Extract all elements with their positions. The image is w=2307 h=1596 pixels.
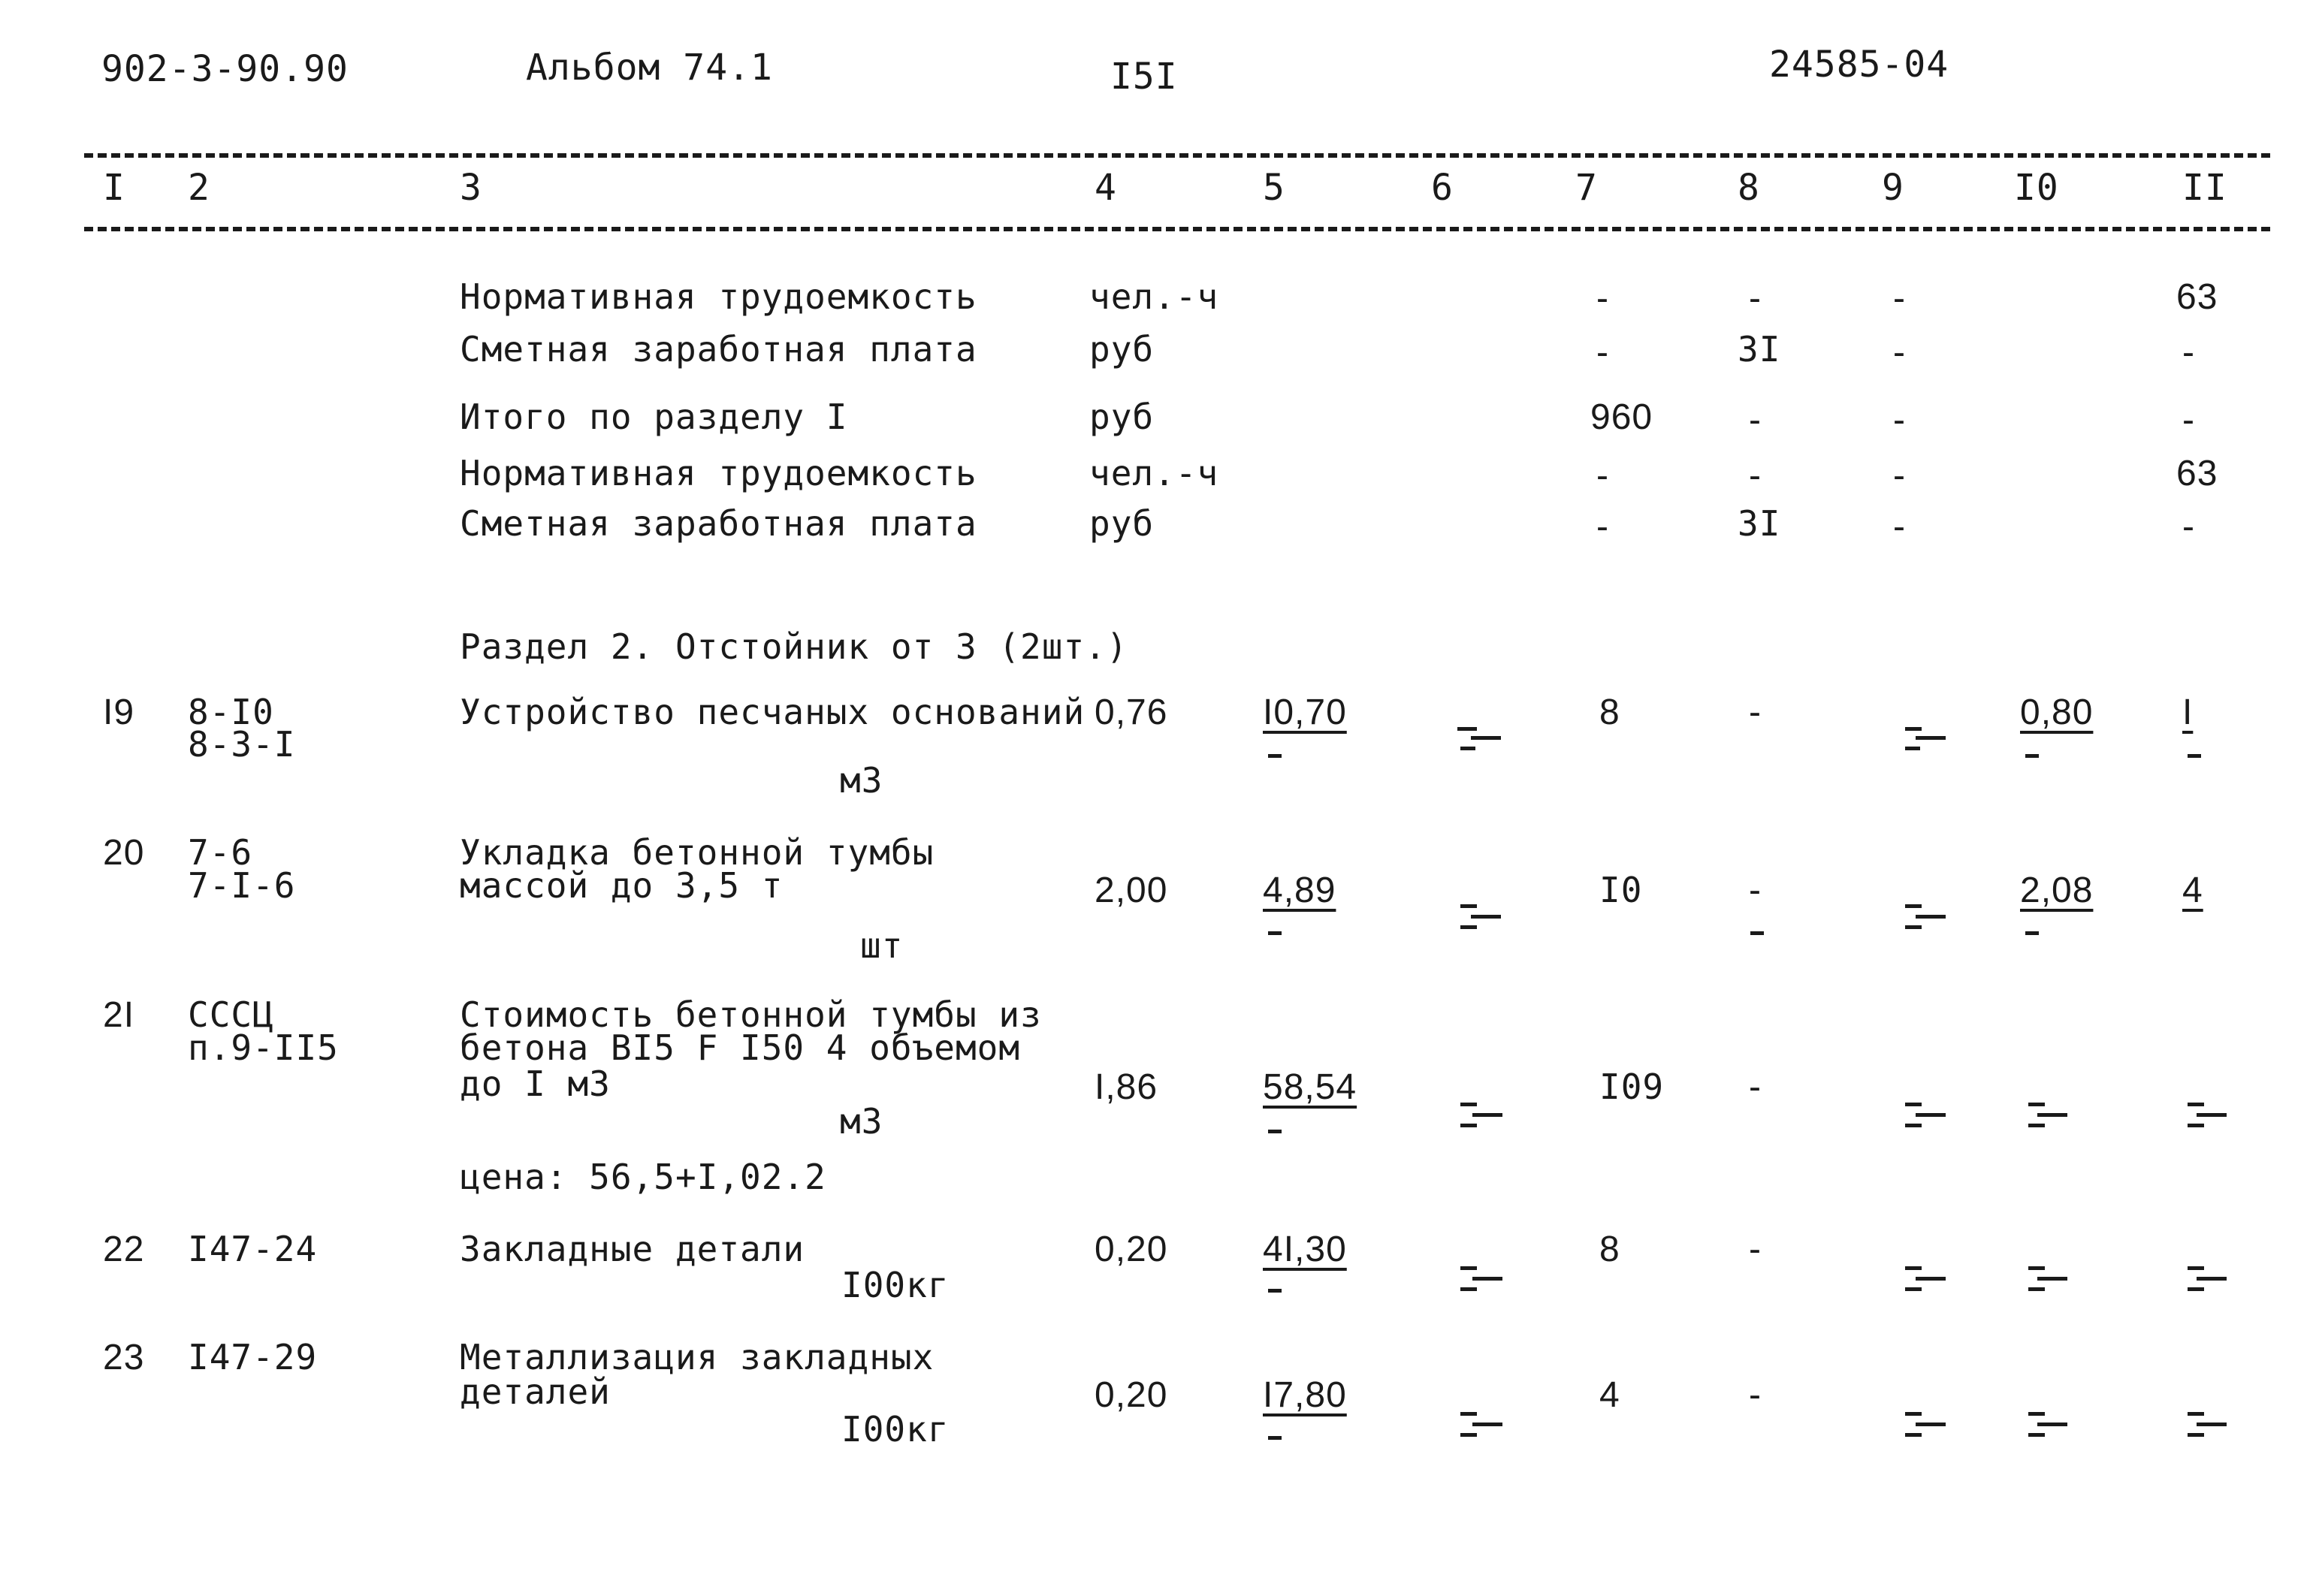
quantity: 0,76	[1095, 692, 1168, 732]
ditto-mark	[1905, 1103, 1922, 1106]
ditto-mark	[2188, 1412, 2204, 1416]
ditto-mark	[2028, 1103, 2045, 1106]
work-name: Стоимость бетонной тумбы из	[460, 994, 1042, 1035]
ditto-mark	[1268, 1289, 1282, 1293]
ditto-mark	[2188, 1124, 2204, 1127]
work-unit: I00кг	[841, 1409, 950, 1450]
col8-value: -	[1749, 1375, 1762, 1415]
column-header-7: 7	[1575, 167, 1598, 209]
album-label: Альбом 74.1	[526, 47, 773, 89]
col7-value: I09	[1599, 1067, 1665, 1107]
ditto-mark	[2028, 1124, 2045, 1127]
rate-code-secondary: п.9-II5	[188, 1027, 339, 1068]
ditto-mark	[1460, 1266, 1477, 1270]
rate-code-secondary: 7-I-6	[188, 865, 296, 906]
col7-value: 8	[1599, 692, 1620, 732]
rate-code-secondary: 8-3-I	[188, 724, 296, 765]
ditto-mark	[1460, 747, 1475, 750]
ditto-mark	[2037, 1277, 2067, 1281]
col10-value: 0,80	[2020, 692, 2094, 732]
ditto-mark	[2197, 1113, 2227, 1117]
ditto-mark	[1460, 1103, 1477, 1106]
unit-price: I7,80	[1263, 1375, 1347, 1415]
ditto-mark	[2188, 1287, 2204, 1291]
col11-value: I	[2182, 692, 2194, 732]
ditto-mark	[1916, 1113, 1946, 1117]
summary-col8: 3I	[1738, 503, 1781, 544]
ditto-mark	[2028, 1412, 2045, 1416]
summary-col8: -	[1749, 400, 1762, 440]
column-header-11: II	[2182, 167, 2227, 209]
column-header-5: 5	[1263, 167, 1285, 209]
summary-col9: -	[1893, 456, 1906, 496]
ditto-mark	[1460, 1124, 1477, 1127]
summary-unit: чел.-ч	[1089, 453, 1219, 493]
ditto-mark	[1905, 1412, 1922, 1416]
ditto-mark	[1460, 925, 1477, 929]
col7-value: I0	[1599, 870, 1643, 910]
col8-value: -	[1749, 692, 1762, 732]
col8-value: -	[1749, 870, 1762, 910]
summary-col9: -	[1893, 279, 1906, 318]
ditto-mark	[2188, 1103, 2204, 1106]
work-name-line2: массой до 3,5 т	[460, 865, 784, 906]
quantity: I,86	[1095, 1067, 1158, 1107]
summary-col7: -	[1596, 279, 1609, 318]
ditto-mark	[2188, 1266, 2204, 1270]
row-number: 22	[103, 1229, 145, 1269]
ditto-mark	[1460, 904, 1477, 908]
ditto-mark	[1460, 1287, 1477, 1291]
summary-col11: 63	[2176, 454, 2218, 493]
ditto-mark	[1268, 931, 1282, 935]
col8-value: -	[1749, 1229, 1762, 1269]
summary-label: Нормативная трудоемкость	[460, 276, 977, 317]
ditto-mark	[1460, 1412, 1477, 1416]
summary-unit: руб	[1089, 503, 1155, 544]
ditto-mark	[1905, 904, 1922, 908]
ditto-mark	[1905, 747, 1920, 750]
header-rule-top	[84, 153, 2270, 158]
ditto-mark	[1472, 1277, 1502, 1281]
summary-col8: -	[1749, 456, 1762, 496]
section-total-label: Итого по разделу I	[460, 397, 848, 437]
ditto-mark	[1916, 1423, 1946, 1426]
ditto-mark	[1905, 1287, 1922, 1291]
page-number: I5I	[1110, 56, 1178, 98]
summary-col8: 3I	[1738, 329, 1781, 370]
price-note: цена: 56,5+I,02.2	[460, 1157, 826, 1197]
ditto-mark	[2028, 1266, 2045, 1270]
ditto-mark	[1471, 915, 1501, 919]
summary-col7: -	[1596, 456, 1609, 496]
ditto-mark	[1457, 727, 1477, 731]
summary-col8: -	[1749, 279, 1762, 318]
work-unit: I00кг	[841, 1265, 950, 1305]
ditto-mark	[1905, 1433, 1922, 1437]
row-number: 20	[103, 833, 145, 873]
header-rule-bottom	[84, 227, 2270, 231]
ditto-mark	[1472, 1113, 1502, 1117]
ditto-mark	[1905, 1266, 1922, 1270]
work-name-line3: до I м3	[460, 1063, 611, 1104]
ditto-mark	[2188, 754, 2201, 758]
column-header-6: 6	[1431, 167, 1454, 209]
col7-value: 4	[1599, 1375, 1620, 1415]
column-header-4: 4	[1095, 167, 1117, 209]
row-number: 2I	[103, 995, 135, 1035]
rate-code: I47-29	[188, 1337, 318, 1377]
summary-col11: -	[2182, 400, 2195, 440]
row-number: 23	[103, 1338, 145, 1377]
document-number: 24585-04	[1769, 44, 1949, 86]
work-unit: м3	[840, 1101, 883, 1142]
ditto-mark	[1471, 736, 1501, 740]
work-unit: шт	[860, 925, 904, 966]
summary-col9: -	[1893, 507, 1906, 547]
ditto-mark	[1268, 1130, 1282, 1133]
quantity: 2,00	[1095, 870, 1168, 910]
ditto-mark	[1268, 754, 1282, 758]
ditto-mark	[1905, 727, 1922, 731]
ditto-mark	[1916, 1277, 1946, 1281]
work-name: Закладные детали	[460, 1229, 805, 1269]
ditto-mark	[1750, 931, 1764, 935]
work-name: Укладка бетонной тумбы	[460, 832, 935, 873]
document-code: 902-3-90.90	[101, 48, 349, 90]
summary-col11: -	[2182, 507, 2195, 547]
column-header-9: 9	[1882, 167, 1904, 209]
ditto-mark	[2037, 1113, 2067, 1117]
summary-label: Нормативная трудоемкость	[460, 453, 977, 493]
rate-code: I47-24	[188, 1229, 318, 1269]
column-header-10: I0	[2014, 167, 2059, 209]
col10-value: 2,08	[2020, 870, 2094, 910]
quantity: 0,20	[1095, 1229, 1168, 1269]
col8-value: -	[1749, 1067, 1762, 1107]
rate-code: 7-6	[188, 832, 253, 873]
rate-code: 8-I0	[188, 692, 274, 732]
summary-col9: -	[1893, 333, 1906, 373]
unit-price: 4I,30	[1263, 1229, 1347, 1269]
ditto-mark	[1905, 1124, 1922, 1127]
unit-price: I0,70	[1263, 692, 1347, 732]
ditto-mark	[1268, 1436, 1282, 1440]
summary-label: Сметная заработная плата	[460, 503, 977, 544]
ditto-mark	[1460, 1433, 1477, 1437]
summary-col11: -	[2182, 333, 2195, 373]
col7-value: 8	[1599, 1229, 1620, 1269]
ditto-mark	[2197, 1277, 2227, 1281]
unit-price: 58,54	[1263, 1067, 1357, 1107]
summary-label: Сметная заработная плата	[460, 329, 977, 370]
quantity: 0,20	[1095, 1375, 1168, 1415]
ditto-mark	[1905, 925, 1922, 929]
work-name: Металлизация закладных	[460, 1337, 935, 1377]
ditto-mark	[1472, 1423, 1502, 1426]
column-header-8: 8	[1738, 167, 1760, 209]
ditto-mark	[2188, 1433, 2204, 1437]
summary-col9: -	[1893, 400, 1906, 440]
rate-code: СССЦ	[188, 994, 274, 1035]
ditto-mark	[2028, 1433, 2045, 1437]
col11-value: 4	[2182, 870, 2203, 910]
summary-col7: -	[1596, 333, 1609, 373]
ditto-mark	[2197, 1423, 2227, 1426]
ditto-mark	[2025, 931, 2039, 935]
work-unit: м3	[840, 760, 883, 801]
ditto-mark	[2037, 1423, 2067, 1426]
work-name-line2: деталей	[460, 1371, 611, 1412]
ditto-mark	[2028, 1287, 2045, 1291]
work-name-line2: бетона BI5 F I50 4 объемом	[460, 1027, 1021, 1068]
work-name: Устройство песчаных оснований	[460, 692, 1086, 732]
section-total-value: 960	[1590, 397, 1653, 437]
summary-col7: -	[1596, 507, 1609, 547]
ditto-mark	[1916, 736, 1946, 740]
summary-unit: чел.-ч	[1089, 276, 1219, 317]
unit-price: 4,89	[1263, 870, 1336, 910]
ditto-mark	[2025, 754, 2039, 758]
section-title: Раздел 2. Отстойник от 3 (2шт.)	[460, 626, 1128, 667]
column-header-1: I	[103, 167, 125, 209]
summary-col11: 63	[2176, 277, 2218, 317]
column-header-3: 3	[460, 167, 482, 209]
ditto-mark	[1916, 915, 1946, 919]
summary-unit: руб	[1089, 397, 1155, 437]
row-number: I9	[103, 692, 135, 732]
summary-unit: руб	[1089, 329, 1155, 370]
column-header-2: 2	[188, 167, 210, 209]
